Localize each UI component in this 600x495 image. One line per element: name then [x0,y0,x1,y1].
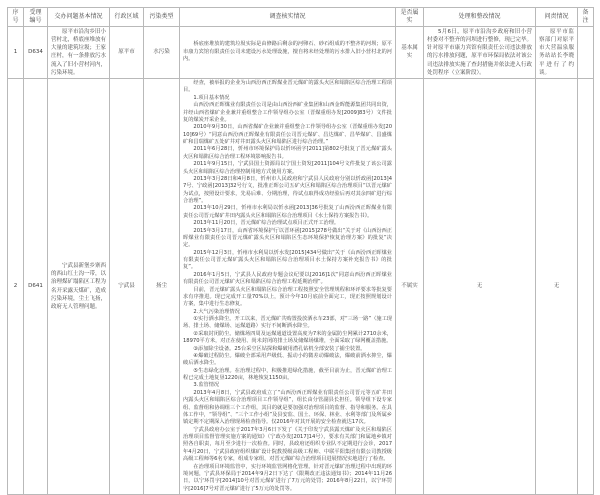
paragraph: 2013年11月20日，晋元煤矿综合治理试点项目正式开工治理。 [193,220,340,227]
table-body [8,26,594,495]
cell-region: 宁武县 [110,79,144,495]
paragraph: 经查，被举报的企业为山西汾西正晖煤业晋元煤矿的露头火区和塌陷区综合治理工程项目。 [183,80,392,94]
problem-text: 原平市沿沟乡旧小营村北，桥底座堆放有大量的建筑垃圾；王家庄村，有一条排放污水流入了旧小营村河内，污染环境。 [51,28,107,76]
col-header-note: 备注 [578,8,594,27]
cell-problem [48,79,110,495]
paragraph: 原平市监察部门对原平市大营温泉服务站站长李晓平进行了约谈。 [539,28,574,76]
paragraph: 2011年9月15日，宁武县国土资源局以宁国土资发[2011]104号文件批复了该公司露头火区和塌陷区综合治理控制用地方式使用方案。 [183,161,392,175]
paragraph: 2011年6月28日，忻州市环境保护局以忻环函字[2011]第802号批复了晋元煤矿露头火区和塌陷区综合治理工程环境影响报告书。 [183,146,392,160]
cell-verified: 基本属实 [396,26,424,79]
table-row-1 [8,26,594,79]
paragraph: 山西汾西正晖煤业有限责任公司是由山西汾西矿业集团和山西金晖能源集团共同出资，并经山西省煤矿企业兼并重组整合工作领导组办公室（晋煤重组办发[2009]83号）文件批复的煤炭开采企业。 [183,102,392,123]
paragraph: ③添加除尘设备。25台采空区钻探和爆破用潜孔钻机全部安装了捕尘装置。 [193,345,366,352]
col-header-pollution-type: 污染类型 [144,8,180,27]
table-header [8,8,594,27]
cell-seq: 1 [8,26,24,79]
cell-investigation [180,79,396,495]
col-header-accountability: 问责情况 [536,8,578,27]
paragraph: 2013年3月28日和4月8日，忻州市人民政府和宁武县人民政府分别以忻政函[2013]47号、宁政函[2013]32号行文，批准正晖公司五矿火区和塌陷区综合治理项目“以晋元煤矿为试点，按照设计要求，先易后难、分期治理，待试点取得成功经验后再对其余四矿进行综合治理”。 [183,175,392,205]
cell-seq: 2 [8,79,24,495]
cell-note [578,26,594,79]
cell-accountability [536,79,578,495]
paragraph: 在治理项目环境监管中，实行环境监管网格化管理。针对晋元煤矿治理过程中出现的环境问题，宁武县环保局于2014年9月2日下达了《限期改正违法通知书》；2014年11月26日，以宁环罚字[2014]10号对晋元煤矿进行了7万元的处罚；2016年8月22日，以宁环罚字[2016]7号对晋元煤矿进行了5万元的处罚等。 [183,463,392,492]
cell-case-id: D634 [24,26,48,79]
cell-problem [48,26,110,79]
paragraph: 无 [553,283,560,290]
cell-region: 原平市 [110,26,144,79]
paragraph: 桥底座堆放的建筑垃圾实际是由修路后剩余的河卵石、砂石组成的不整齐的河坝；原平市康力宾馆有限责任公司未建设污水处理设施，擅自将未经处理的污水排入旧小营村北的河内。 [183,41,392,63]
paragraph: 2013年4月8日，宁武县政府成立了“山西汾西正晖煤业有限责任公司晋元等五矿井田内露头火区和塌陷区综合治理项目工作领导组”，组长由分管副县长担任。领导组下设专家组、监督组和协调组三个工作组，其目的就是要加强对治理项目的监督、指导和服务。在具体工作中，“领导组”、“三个工作小组”及县安监、国土、环保、林业、水利等部门及所属乡镇定期不定期深入治理现场检查指导。仅2016年对其开展的安全检查就达17次。 [183,389,392,426]
paragraph: 2.大气污染治理情况 [193,308,240,315]
cell-investigation [180,26,396,79]
paragraph: 无 [476,283,483,290]
cell-case-id: D641 [24,79,48,495]
cell-verified: 不属实 [396,79,424,495]
paragraph: 宁武县政府办公室于2017年3月6日下发了《关于印发宁武县露天煤矿及火区和塌陷区治理项目监督管理实施方案的通知》（宁政办发[2017]14号），要求有关部门和属地乡镇对照各自职责，每月至少进行一次检查。同时，县政府还组织专业队不定期进行会诊，2017年4月20日，宁武县政府组织煤矿设计院教授级高级工程师、中联平阳集团有限公司教授级高级工程师等6名专家，组成专家组，对晋元煤矿综合治理项目进展情况实地进行了检查。 [183,426,392,463]
paragraph: ④爆破过程防尘。爆破全部采用声级低、振动小的微差动爆破法，爆破前洒水抑尘，爆破后洒水降尘。 [183,352,392,367]
table-row-2 [8,79,594,495]
cell-accountability [536,26,578,79]
paragraph: ⑤生态绿化治理。在治理过程中，积极推进绿化措施，截至目前为止，晋元煤矿治理工程已完成土地复垦1220亩，林地恢复1150亩。 [183,367,392,382]
header-row [8,8,594,27]
paragraph: 2016年1月5日，宁武县人民政府专题会议纪要以[2016]1次“同意山西汾西正晖煤业有限责任公司晋元煤矿火区和塌陷区综合治理工程延期治理”。 [183,271,392,286]
col-header-case-id: 受理编号 [24,8,48,27]
problem-text: 宁武县新堡乡寨西的西山红土沟一带，以治理煤矿塌陷区工程为名开采露天煤矿，造成污染环境，尘土飞扬，政府无人管理问题。 [51,262,107,311]
paragraph: 2013年10月29日，忻州市水利局以忻水函[2013]36号批复了山西汾西正晖煤业有限责任公司晋元煤矿井田内露头火区和塌陷区综合治理项目《水土保持方案报告书》。 [183,205,392,219]
paragraph: ②采取封闭防尘。储煤场四周及运煤通道设置高度为7米的金属防尘网累计2710余米，18970平方米，对正在使用、尚未封闭的排土场及储煤场煤堆，全面采取了绿网覆盖措施。 [183,330,392,345]
col-header-investigation: 调查核实情况 [180,8,396,27]
paragraph: 2015年12月3日，忻州市水利局以忻水发[2015]434号做出“关于《山西汾西正晖煤业有限责任公司晋元煤矿露头火区和塌陷区综合治理项目水土保持方案补充报告书》的批复”。 [183,249,392,271]
cell-pollution-type: 水污染 [144,26,180,79]
col-header-handling: 处理和整改情况 [424,8,536,27]
col-header-region: 行政区域 [110,8,144,27]
cell-handling [424,79,536,495]
cases-table [7,7,594,495]
paragraph: 5月6日，原平市沿沟乡政府和旧小营村委对不整齐的河坝进行整修，现已完毕。针对原平市康力宾馆有限责任公司违法排放的污水排放问题，原平市环保局依法对该公司违法排放实施了查封措施并依法进入行政处罚程序（立案阶段）。 [427,28,532,76]
paragraph: 2015年3月17日，山西省环境保护厅以晋环函[2015]278号做出“关于对《山西汾西正晖煤业有限责任公司晋元煤矿露头火区和塌陷区生态环境保护恢复治理方案》的批复”决定。 [183,227,392,249]
cell-handling [424,26,536,79]
paragraph: 1.项目基本情况 [193,94,230,101]
paragraph: 目前，晋元煤矿露头火区和塌陷区综合治理工程按照安全管理规程和环评要求等批复要求有序推进。现已完成开工量70%以上，预计今年10月底前全面完工，现正按照规划设计方案，集中进行生态修复。 [183,286,392,308]
cell-pollution-type: 扬尘 [144,79,180,495]
cell-note [578,79,594,495]
col-header-problem: 交办问题基本情况 [48,8,110,27]
paragraph: ①实行洒水降尘。开工以来，晋元煤矿共购置投放洒水车23部，对“三场一路”（施工现场、排土场、储煤场、运煤道路）实行不间断洒水降尘。 [183,316,392,330]
col-header-seq: 序号 [8,8,24,27]
paragraph: 2010年9月30日，山西省煤矿企业兼并重组整合工作领导组办公室（晋煤重组办发[2010]69号）“同意山西汾西正晖煤业有限责任公司晋元煤矿、昌达煤矿、昌华煤矿、昌盛煤矿和昌瑞煤矿五处矿井对井田露头火区和塌陷区进行综合治理。” [183,124,392,146]
col-header-verified: 是否属实 [396,8,424,27]
paragraph: 3.监管情况 [193,382,220,389]
